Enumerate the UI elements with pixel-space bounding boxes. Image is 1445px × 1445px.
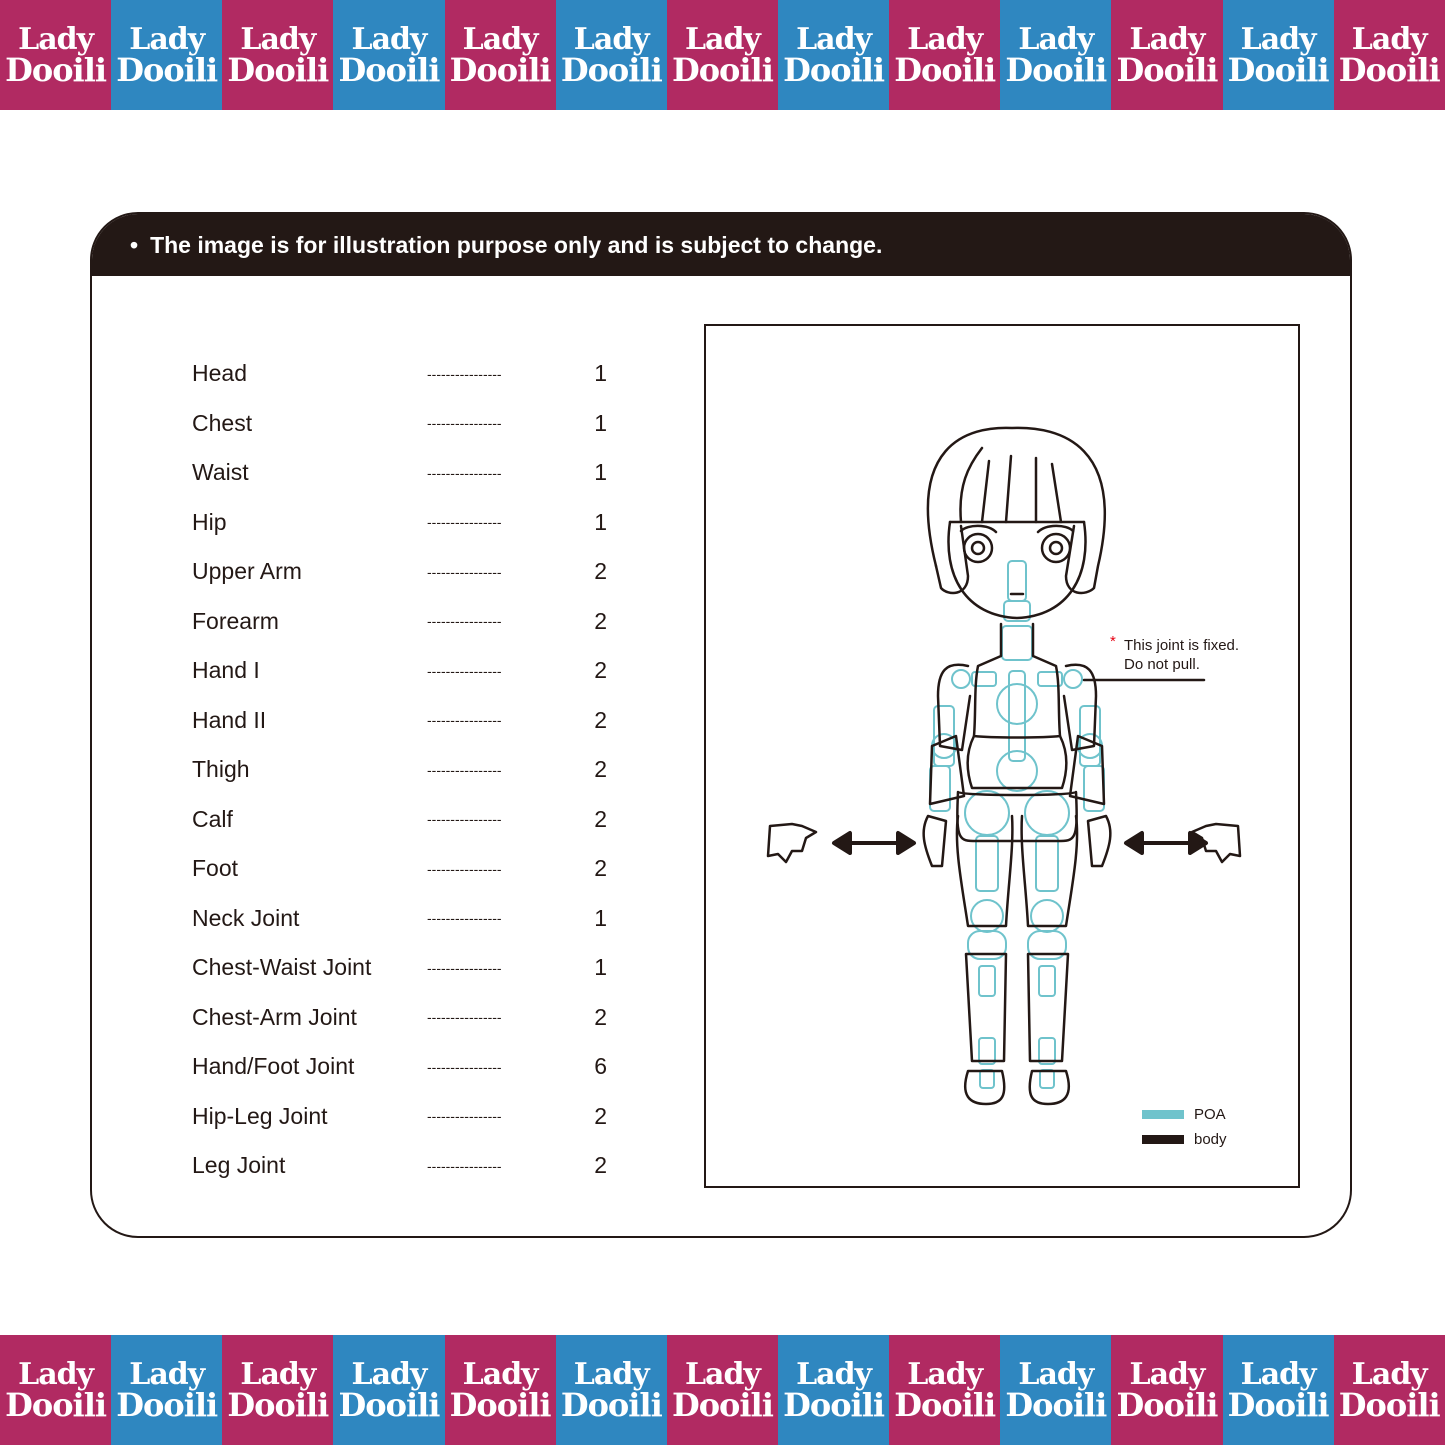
note-asterisk: * xyxy=(1110,633,1116,650)
part-qty: 2 xyxy=(594,1152,607,1179)
part-name: Waist xyxy=(192,459,249,486)
part-row xyxy=(192,993,612,1043)
parts-card xyxy=(90,212,1352,1238)
part-row xyxy=(192,597,612,647)
logo-word-lady: Lady xyxy=(18,1357,94,1392)
part-dash: ---------------- xyxy=(427,712,502,729)
bottom-logo-tile xyxy=(1334,1335,1445,1445)
bottom-logo-tile xyxy=(556,1335,667,1445)
bottom-logo-tile xyxy=(1000,1335,1111,1445)
logo-word-dooili: Dooili xyxy=(5,1386,107,1424)
part-qty: 2 xyxy=(594,657,607,684)
parts-list xyxy=(192,349,612,1191)
part-name: Hip xyxy=(192,508,227,535)
logo-word-dooili: Dooili xyxy=(338,51,440,89)
legend-item xyxy=(1142,1127,1227,1152)
top-logo-tile xyxy=(1000,0,1111,110)
part-row xyxy=(192,696,612,746)
logo-word-lady: Lady xyxy=(129,1357,205,1392)
logo-word-dooili: Dooili xyxy=(116,51,218,89)
logo-word-dooili: Dooili xyxy=(1227,51,1329,89)
bottom-logo-tile xyxy=(1223,1335,1334,1445)
part-qty: 1 xyxy=(594,508,607,535)
part-name: Foot xyxy=(192,855,239,882)
top-logo-tile xyxy=(1334,0,1445,110)
part-name: Chest xyxy=(192,409,253,436)
part-dash: ---------------- xyxy=(427,1108,502,1125)
notice-bar xyxy=(92,214,1350,276)
logo-word-lady: Lady xyxy=(129,22,205,57)
part-qty: 1 xyxy=(594,459,607,486)
part-name: Chest-Waist Joint xyxy=(192,954,372,981)
part-dash: ---------------- xyxy=(427,761,502,778)
logo-word-dooili: Dooili xyxy=(1338,51,1440,89)
part-name: Hip-Leg Joint xyxy=(192,1102,328,1129)
top-logo-tile xyxy=(1223,0,1334,110)
logo-word-dooili: Dooili xyxy=(560,1386,662,1424)
legend-item xyxy=(1142,1102,1227,1127)
logo-word-dooili: Dooili xyxy=(227,51,329,89)
part-name: Neck Joint xyxy=(192,904,300,931)
part-qty: 1 xyxy=(594,360,607,387)
logo-word-dooili: Dooili xyxy=(338,1386,440,1424)
logo-word-dooili: Dooili xyxy=(783,1386,884,1424)
logo-word-dooili: Dooili xyxy=(1338,1386,1440,1424)
logo-word-dooili: Dooili xyxy=(894,1386,996,1424)
part-qty: 2 xyxy=(594,558,607,585)
logo-word-lady: Lady xyxy=(1129,1357,1205,1392)
logo-word-dooili: Dooili xyxy=(671,51,773,89)
logo-word-dooili: Dooili xyxy=(671,1386,773,1424)
logo-word-dooili: Dooili xyxy=(1116,1386,1218,1424)
part-row xyxy=(192,547,612,597)
legend-swatch xyxy=(1142,1110,1184,1119)
part-row xyxy=(192,894,612,944)
part-dash: ---------------- xyxy=(427,563,502,580)
bottom-logo-tile xyxy=(667,1335,778,1445)
bottom-logo-tile xyxy=(778,1335,889,1445)
part-row xyxy=(192,399,612,449)
logo-word-dooili: Dooili xyxy=(1005,51,1107,89)
brand-banner-bottom xyxy=(0,1335,1445,1445)
logo-word-lady: Lady xyxy=(796,1357,872,1392)
logo-word-lady: Lady xyxy=(351,1357,427,1392)
part-row xyxy=(192,448,612,498)
part-dash: ---------------- xyxy=(427,910,502,927)
diagram-legend xyxy=(1142,1102,1227,1152)
legend-label: POA xyxy=(1194,1106,1226,1123)
bottom-logo-tile xyxy=(333,1335,444,1445)
body-outline xyxy=(768,428,1240,1104)
part-dash: ---------------- xyxy=(427,365,502,382)
part-row xyxy=(192,745,612,795)
part-row xyxy=(192,498,612,548)
logo-word-lady: Lady xyxy=(462,22,538,57)
logo-word-lady: Lady xyxy=(1018,22,1094,57)
part-dash: ---------------- xyxy=(427,811,502,828)
top-logo-tile xyxy=(0,0,111,110)
logo-word-lady: Lady xyxy=(573,1357,649,1392)
logo-word-dooili: Dooili xyxy=(1116,51,1218,89)
logo-word-lady: Lady xyxy=(462,1357,538,1392)
logo-word-lady: Lady xyxy=(1240,1357,1316,1392)
part-name: Hand/Foot Joint xyxy=(192,1053,355,1080)
logo-word-lady: Lady xyxy=(351,22,427,57)
part-row xyxy=(192,943,612,993)
part-qty: 6 xyxy=(594,1053,607,1080)
logo-word-lady: Lady xyxy=(240,1357,316,1392)
logo-word-dooili: Dooili xyxy=(116,1386,218,1424)
bottom-logo-tile xyxy=(222,1335,333,1445)
top-logo-tile xyxy=(889,0,1000,110)
logo-word-lady: Lady xyxy=(684,1357,760,1392)
part-qty: 2 xyxy=(594,607,607,634)
part-dash: ---------------- xyxy=(427,860,502,877)
logo-word-lady: Lady xyxy=(1351,1357,1427,1392)
part-qty: 1 xyxy=(594,904,607,931)
part-qty: 2 xyxy=(594,1003,607,1030)
note-line-1: This joint is fixed. xyxy=(1124,637,1240,654)
logo-word-dooili: Dooili xyxy=(560,51,662,89)
top-logo-tile xyxy=(111,0,222,110)
part-name: Leg Joint xyxy=(192,1152,286,1179)
top-logo-tile xyxy=(1111,0,1222,110)
logo-word-lady: Lady xyxy=(907,1357,983,1392)
part-name: Upper Arm xyxy=(192,558,302,585)
bottom-logo-tile xyxy=(889,1335,1000,1445)
part-dash: ---------------- xyxy=(427,464,502,481)
part-qty: 1 xyxy=(594,954,607,981)
part-name: Hand II xyxy=(192,706,267,733)
notice-bullet: • xyxy=(130,231,139,258)
logo-word-lady: Lady xyxy=(1240,22,1316,57)
part-row xyxy=(192,349,612,399)
part-name: Chest-Arm Joint xyxy=(192,1003,357,1030)
top-logo-tile xyxy=(778,0,889,110)
part-qty: 1 xyxy=(594,409,607,436)
part-row xyxy=(192,844,612,894)
part-name: Head xyxy=(192,360,247,387)
logo-word-lady: Lady xyxy=(240,22,316,57)
logo-word-dooili: Dooili xyxy=(5,51,107,89)
part-dash: ---------------- xyxy=(427,1058,502,1075)
part-row xyxy=(192,1141,612,1191)
logo-word-lady: Lady xyxy=(1351,22,1427,57)
top-logo-tile xyxy=(445,0,556,110)
bottom-logo-tile xyxy=(0,1335,111,1445)
swap-arrows xyxy=(834,833,1206,853)
logo-word-dooili: Dooili xyxy=(449,51,551,89)
part-dash: ---------------- xyxy=(427,959,502,976)
part-dash: ---------------- xyxy=(427,662,502,679)
logo-word-lady: Lady xyxy=(1129,22,1205,57)
part-name: Forearm xyxy=(192,607,279,634)
legend-swatch xyxy=(1142,1135,1184,1144)
brand-banner-top xyxy=(0,0,1445,110)
part-row xyxy=(192,1042,612,1092)
top-logo-tile xyxy=(333,0,444,110)
part-qty: 2 xyxy=(594,1102,607,1129)
logo-word-lady: Lady xyxy=(18,22,94,57)
bottom-logo-tile xyxy=(445,1335,556,1445)
logo-word-dooili: Dooili xyxy=(227,1386,329,1424)
logo-word-lady: Lady xyxy=(796,22,872,57)
logo-word-dooili: Dooili xyxy=(783,51,884,89)
bottom-logo-tile xyxy=(1111,1335,1222,1445)
part-name: Hand I xyxy=(192,657,260,684)
part-name: Calf xyxy=(192,805,233,832)
legend-label: body xyxy=(1194,1131,1227,1148)
doll-diagram xyxy=(706,326,1302,1190)
bottom-logo-tile xyxy=(111,1335,222,1445)
part-dash: ---------------- xyxy=(427,1157,502,1174)
top-logo-tile xyxy=(667,0,778,110)
part-dash: ---------------- xyxy=(427,1009,502,1026)
note-line-2: Do not pull. xyxy=(1124,656,1200,673)
top-logo-tile xyxy=(222,0,333,110)
fixed-joint-note xyxy=(1110,633,1240,674)
logo-word-dooili: Dooili xyxy=(1227,1386,1329,1424)
part-name: Thigh xyxy=(192,756,250,783)
part-dash: ---------------- xyxy=(427,415,502,432)
logo-word-lady: Lady xyxy=(573,22,649,57)
logo-word-lady: Lady xyxy=(907,22,983,57)
logo-word-dooili: Dooili xyxy=(1005,1386,1107,1424)
part-qty: 2 xyxy=(594,756,607,783)
part-row xyxy=(192,646,612,696)
part-qty: 2 xyxy=(594,706,607,733)
part-qty: 2 xyxy=(594,805,607,832)
part-dash: ---------------- xyxy=(427,514,502,531)
part-dash: ---------------- xyxy=(427,613,502,630)
part-row xyxy=(192,795,612,845)
doll-diagram-frame xyxy=(704,324,1300,1188)
logo-word-dooili: Dooili xyxy=(449,1386,551,1424)
logo-word-lady: Lady xyxy=(1018,1357,1094,1392)
notice-text: The image is for illustration purpose only and is subject to change. xyxy=(150,231,883,258)
top-logo-tile xyxy=(556,0,667,110)
logo-word-dooili: Dooili xyxy=(894,51,996,89)
part-row xyxy=(192,1092,612,1142)
part-qty: 2 xyxy=(594,855,607,882)
logo-word-lady: Lady xyxy=(684,22,760,57)
